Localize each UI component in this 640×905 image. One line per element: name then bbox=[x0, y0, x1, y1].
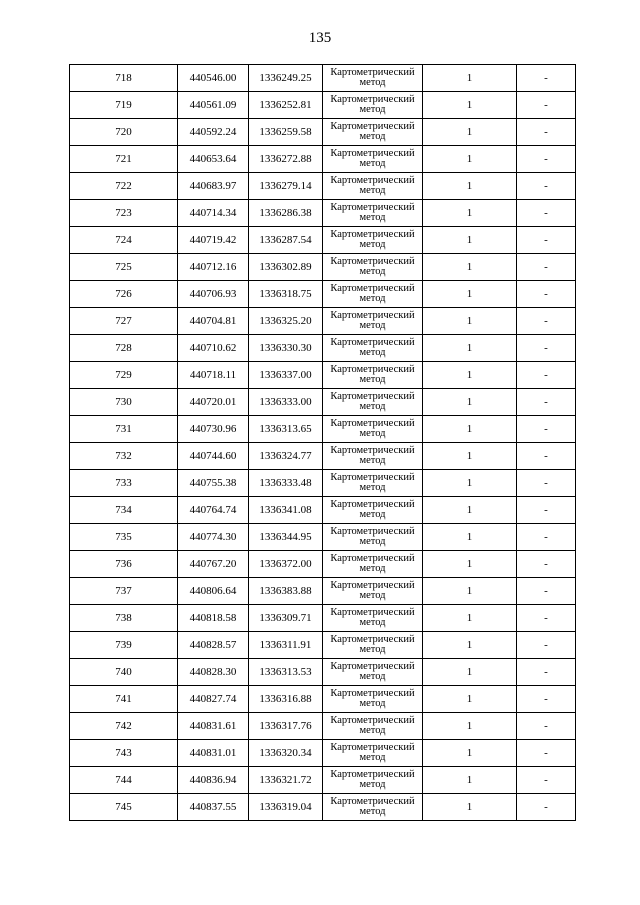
point-number-cell: 743 bbox=[70, 740, 178, 767]
point-number-cell: 734 bbox=[70, 497, 178, 524]
note-cell: - bbox=[517, 794, 576, 821]
x-coordinate-cell: 440831.01 bbox=[178, 740, 249, 767]
count-cell: 1 bbox=[423, 335, 517, 362]
y-coordinate-cell: 1336287.54 bbox=[249, 227, 323, 254]
count-cell: 1 bbox=[423, 146, 517, 173]
table-row bbox=[70, 794, 576, 821]
note-cell: - bbox=[517, 578, 576, 605]
note-cell: - bbox=[517, 389, 576, 416]
note-cell: - bbox=[517, 119, 576, 146]
method-cell: Картометрический метод bbox=[323, 173, 423, 200]
method-cell: Картометрический метод bbox=[323, 335, 423, 362]
x-coordinate-cell: 440653.64 bbox=[178, 146, 249, 173]
point-number-cell: 732 bbox=[70, 443, 178, 470]
x-coordinate-cell: 440836.94 bbox=[178, 767, 249, 794]
method-cell: Картометрический метод bbox=[323, 308, 423, 335]
page-number: 135 bbox=[308, 30, 332, 46]
y-coordinate-cell: 1336279.14 bbox=[249, 173, 323, 200]
point-number-cell: 740 bbox=[70, 659, 178, 686]
table-row bbox=[70, 470, 576, 497]
count-cell: 1 bbox=[423, 308, 517, 335]
x-coordinate-cell: 440704.81 bbox=[178, 308, 249, 335]
table-row bbox=[70, 443, 576, 470]
count-cell: 1 bbox=[423, 443, 517, 470]
note-cell: - bbox=[517, 200, 576, 227]
point-number-cell: 741 bbox=[70, 686, 178, 713]
x-coordinate-cell: 440818.58 bbox=[178, 605, 249, 632]
method-cell: Картометрический метод bbox=[323, 416, 423, 443]
point-number-cell: 718 bbox=[70, 65, 178, 92]
method-cell: Картометрический метод bbox=[323, 254, 423, 281]
note-cell: - bbox=[517, 281, 576, 308]
y-coordinate-cell: 1336311.91 bbox=[249, 632, 323, 659]
point-number-cell: 722 bbox=[70, 173, 178, 200]
table-row bbox=[70, 92, 576, 119]
x-coordinate-cell: 440561.09 bbox=[178, 92, 249, 119]
y-coordinate-cell: 1336372.00 bbox=[249, 551, 323, 578]
method-cell: Картометрический метод bbox=[323, 497, 423, 524]
table-row bbox=[70, 254, 576, 281]
x-coordinate-cell: 440706.93 bbox=[178, 281, 249, 308]
x-coordinate-cell: 440774.30 bbox=[178, 524, 249, 551]
x-coordinate-cell: 440767.20 bbox=[178, 551, 249, 578]
count-cell: 1 bbox=[423, 281, 517, 308]
method-cell: Картометрический метод bbox=[323, 659, 423, 686]
count-cell: 1 bbox=[423, 254, 517, 281]
point-number-cell: 742 bbox=[70, 713, 178, 740]
table-row bbox=[70, 605, 576, 632]
method-cell: Картометрический метод bbox=[323, 119, 423, 146]
point-number-cell: 735 bbox=[70, 524, 178, 551]
note-cell: - bbox=[517, 524, 576, 551]
note-cell: - bbox=[517, 416, 576, 443]
x-coordinate-cell: 440827.74 bbox=[178, 686, 249, 713]
point-number-cell: 730 bbox=[70, 389, 178, 416]
x-coordinate-cell: 440710.62 bbox=[178, 335, 249, 362]
table-row bbox=[70, 659, 576, 686]
point-number-cell: 733 bbox=[70, 470, 178, 497]
point-number-cell: 736 bbox=[70, 551, 178, 578]
method-cell: Картометрический метод bbox=[323, 524, 423, 551]
table-row bbox=[70, 551, 576, 578]
method-cell: Картометрический метод bbox=[323, 281, 423, 308]
table-row bbox=[70, 362, 576, 389]
note-cell: - bbox=[517, 254, 576, 281]
point-number-cell: 723 bbox=[70, 200, 178, 227]
method-cell: Картометрический метод bbox=[323, 65, 423, 92]
y-coordinate-cell: 1336318.75 bbox=[249, 281, 323, 308]
x-coordinate-cell: 440828.30 bbox=[178, 659, 249, 686]
x-coordinate-cell: 440718.11 bbox=[178, 362, 249, 389]
count-cell: 1 bbox=[423, 713, 517, 740]
x-coordinate-cell: 440719.42 bbox=[178, 227, 249, 254]
table-row bbox=[70, 146, 576, 173]
point-number-cell: 719 bbox=[70, 92, 178, 119]
count-cell: 1 bbox=[423, 740, 517, 767]
count-cell: 1 bbox=[423, 470, 517, 497]
x-coordinate-cell: 440837.55 bbox=[178, 794, 249, 821]
table-row bbox=[70, 578, 576, 605]
note-cell: - bbox=[517, 497, 576, 524]
y-coordinate-cell: 1336252.81 bbox=[249, 92, 323, 119]
count-cell: 1 bbox=[423, 65, 517, 92]
count-cell: 1 bbox=[423, 389, 517, 416]
count-cell: 1 bbox=[423, 200, 517, 227]
y-coordinate-cell: 1336272.88 bbox=[249, 146, 323, 173]
note-cell: - bbox=[517, 551, 576, 578]
table-row bbox=[70, 740, 576, 767]
x-coordinate-cell: 440683.97 bbox=[178, 173, 249, 200]
table-row bbox=[70, 416, 576, 443]
count-cell: 1 bbox=[423, 524, 517, 551]
table-row bbox=[70, 686, 576, 713]
count-cell: 1 bbox=[423, 362, 517, 389]
y-coordinate-cell: 1336319.04 bbox=[249, 794, 323, 821]
note-cell: - bbox=[517, 605, 576, 632]
y-coordinate-cell: 1336302.89 bbox=[249, 254, 323, 281]
x-coordinate-cell: 440806.64 bbox=[178, 578, 249, 605]
count-cell: 1 bbox=[423, 416, 517, 443]
table-row bbox=[70, 524, 576, 551]
method-cell: Картометрический метод bbox=[323, 443, 423, 470]
y-coordinate-cell: 1336249.25 bbox=[249, 65, 323, 92]
table-body bbox=[70, 65, 576, 821]
count-cell: 1 bbox=[423, 578, 517, 605]
point-number-cell: 721 bbox=[70, 146, 178, 173]
method-cell: Картометрический метод bbox=[323, 767, 423, 794]
note-cell: - bbox=[517, 173, 576, 200]
point-number-cell: 725 bbox=[70, 254, 178, 281]
table-row bbox=[70, 173, 576, 200]
table-row bbox=[70, 632, 576, 659]
count-cell: 1 bbox=[423, 173, 517, 200]
method-cell: Картометрический метод bbox=[323, 389, 423, 416]
point-number-cell: 724 bbox=[70, 227, 178, 254]
y-coordinate-cell: 1336316.88 bbox=[249, 686, 323, 713]
note-cell: - bbox=[517, 713, 576, 740]
count-cell: 1 bbox=[423, 497, 517, 524]
x-coordinate-cell: 440764.74 bbox=[178, 497, 249, 524]
y-coordinate-cell: 1336309.71 bbox=[249, 605, 323, 632]
x-coordinate-cell: 440712.16 bbox=[178, 254, 249, 281]
x-coordinate-cell: 440592.24 bbox=[178, 119, 249, 146]
method-cell: Картометрический метод bbox=[323, 605, 423, 632]
method-cell: Картометрический метод bbox=[323, 362, 423, 389]
method-cell: Картометрический метод bbox=[323, 794, 423, 821]
point-number-cell: 738 bbox=[70, 605, 178, 632]
count-cell: 1 bbox=[423, 659, 517, 686]
count-cell: 1 bbox=[423, 767, 517, 794]
method-cell: Картометрический метод bbox=[323, 740, 423, 767]
y-coordinate-cell: 1336313.53 bbox=[249, 659, 323, 686]
count-cell: 1 bbox=[423, 632, 517, 659]
method-cell: Картометрический метод bbox=[323, 551, 423, 578]
point-number-cell: 729 bbox=[70, 362, 178, 389]
count-cell: 1 bbox=[423, 686, 517, 713]
table-row bbox=[70, 119, 576, 146]
table-row bbox=[70, 227, 576, 254]
y-coordinate-cell: 1336317.76 bbox=[249, 713, 323, 740]
x-coordinate-cell: 440828.57 bbox=[178, 632, 249, 659]
table-row bbox=[70, 308, 576, 335]
y-coordinate-cell: 1336324.77 bbox=[249, 443, 323, 470]
note-cell: - bbox=[517, 146, 576, 173]
note-cell: - bbox=[517, 362, 576, 389]
point-number-cell: 727 bbox=[70, 308, 178, 335]
y-coordinate-cell: 1336337.00 bbox=[249, 362, 323, 389]
y-coordinate-cell: 1336321.72 bbox=[249, 767, 323, 794]
note-cell: - bbox=[517, 65, 576, 92]
count-cell: 1 bbox=[423, 92, 517, 119]
table-row bbox=[70, 65, 576, 92]
note-cell: - bbox=[517, 470, 576, 497]
method-cell: Картометрический метод bbox=[323, 200, 423, 227]
table-row bbox=[70, 335, 576, 362]
point-number-cell: 739 bbox=[70, 632, 178, 659]
note-cell: - bbox=[517, 659, 576, 686]
note-cell: - bbox=[517, 632, 576, 659]
y-coordinate-cell: 1336341.08 bbox=[249, 497, 323, 524]
method-cell: Картометрический метод bbox=[323, 686, 423, 713]
y-coordinate-cell: 1336313.65 bbox=[249, 416, 323, 443]
x-coordinate-cell: 440720.01 bbox=[178, 389, 249, 416]
table-row bbox=[70, 200, 576, 227]
table-row bbox=[70, 281, 576, 308]
count-cell: 1 bbox=[423, 119, 517, 146]
x-coordinate-cell: 440730.96 bbox=[178, 416, 249, 443]
x-coordinate-cell: 440831.61 bbox=[178, 713, 249, 740]
method-cell: Картометрический метод bbox=[323, 578, 423, 605]
count-cell: 1 bbox=[423, 227, 517, 254]
method-cell: Картометрический метод bbox=[323, 92, 423, 119]
note-cell: - bbox=[517, 92, 576, 119]
point-number-cell: 728 bbox=[70, 335, 178, 362]
x-coordinate-cell: 440714.34 bbox=[178, 200, 249, 227]
note-cell: - bbox=[517, 227, 576, 254]
y-coordinate-cell: 1336333.48 bbox=[249, 470, 323, 497]
y-coordinate-cell: 1336286.38 bbox=[249, 200, 323, 227]
x-coordinate-cell: 440744.60 bbox=[178, 443, 249, 470]
point-number-cell: 726 bbox=[70, 281, 178, 308]
method-cell: Картометрический метод bbox=[323, 632, 423, 659]
point-number-cell: 745 bbox=[70, 794, 178, 821]
method-cell: Картометрический метод bbox=[323, 470, 423, 497]
y-coordinate-cell: 1336333.00 bbox=[249, 389, 323, 416]
y-coordinate-cell: 1336259.58 bbox=[249, 119, 323, 146]
coordinates-table bbox=[69, 64, 576, 821]
table-row bbox=[70, 497, 576, 524]
table-row bbox=[70, 389, 576, 416]
count-cell: 1 bbox=[423, 551, 517, 578]
y-coordinate-cell: 1336330.30 bbox=[249, 335, 323, 362]
note-cell: - bbox=[517, 686, 576, 713]
point-number-cell: 731 bbox=[70, 416, 178, 443]
note-cell: - bbox=[517, 308, 576, 335]
x-coordinate-cell: 440755.38 bbox=[178, 470, 249, 497]
point-number-cell: 744 bbox=[70, 767, 178, 794]
y-coordinate-cell: 1336344.95 bbox=[249, 524, 323, 551]
note-cell: - bbox=[517, 740, 576, 767]
point-number-cell: 737 bbox=[70, 578, 178, 605]
method-cell: Картометрический метод bbox=[323, 146, 423, 173]
y-coordinate-cell: 1336325.20 bbox=[249, 308, 323, 335]
x-coordinate-cell: 440546.00 bbox=[178, 65, 249, 92]
count-cell: 1 bbox=[423, 605, 517, 632]
method-cell: Картометрический метод bbox=[323, 227, 423, 254]
point-number-cell: 720 bbox=[70, 119, 178, 146]
method-cell: Картометрический метод bbox=[323, 713, 423, 740]
note-cell: - bbox=[517, 767, 576, 794]
table-row bbox=[70, 767, 576, 794]
note-cell: - bbox=[517, 335, 576, 362]
y-coordinate-cell: 1336383.88 bbox=[249, 578, 323, 605]
table-row bbox=[70, 713, 576, 740]
count-cell: 1 bbox=[423, 794, 517, 821]
note-cell: - bbox=[517, 443, 576, 470]
y-coordinate-cell: 1336320.34 bbox=[249, 740, 323, 767]
